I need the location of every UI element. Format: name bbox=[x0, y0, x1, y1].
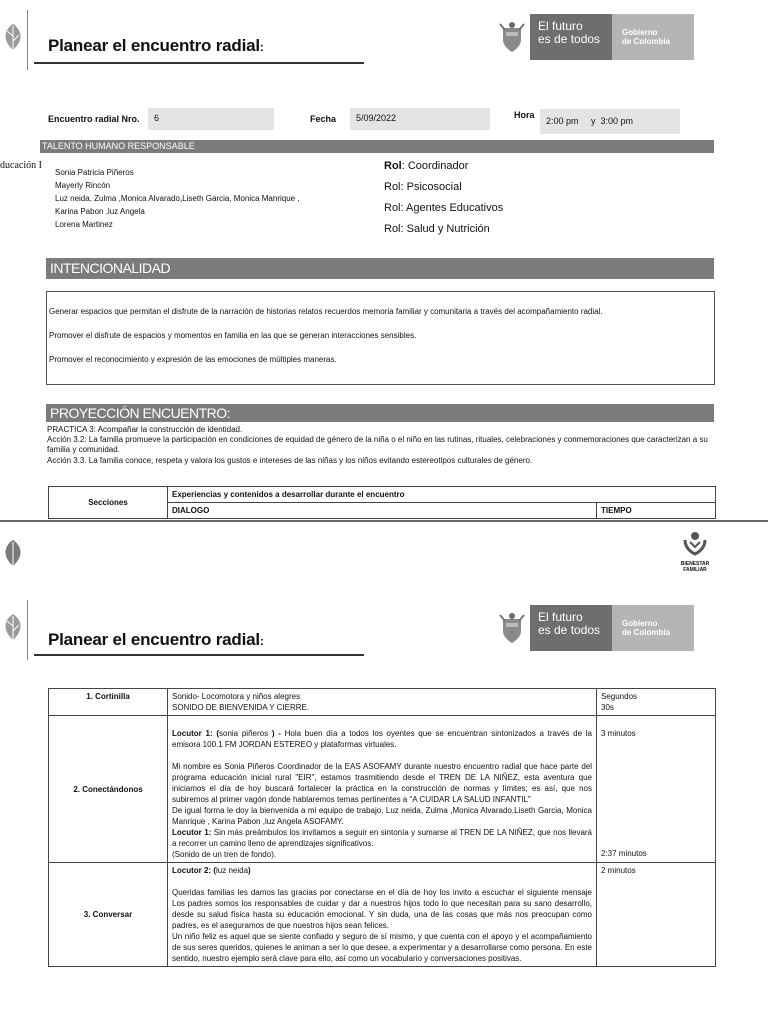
intencionalidad-bar: INTENCIONALIDAD bbox=[46, 258, 714, 279]
table-row bbox=[49, 716, 716, 863]
bienestar-icon bbox=[681, 530, 709, 556]
role-item: Rol: Coordinador bbox=[384, 160, 469, 172]
table-row bbox=[49, 863, 716, 967]
role-item: Rol: Agentes Educativos bbox=[384, 202, 504, 214]
coat-of-arms-icon bbox=[494, 605, 530, 651]
intencion-item: Promover el disfrute de espacios y momentos en familia en las que se generan interacciones sensibles. bbox=[49, 331, 417, 340]
sections-table-header bbox=[48, 486, 716, 519]
dialogo-header: DIALOGO bbox=[168, 503, 597, 519]
time-cell: Segundos 30s bbox=[597, 689, 716, 716]
header-divider bbox=[27, 600, 28, 660]
content-cell: Sonido- Locomotora y niños alegres SONIDO DE BIENVENIDA Y CIERRE. bbox=[168, 689, 597, 716]
bienestar-logo: BIENESTAR FAMILIAR bbox=[676, 530, 714, 573]
leaf-logo-icon bbox=[0, 612, 26, 642]
gov-banner bbox=[494, 14, 694, 60]
experiencias-header: Experiencias y contenidos a desarrollar durante el encuentro bbox=[168, 487, 716, 503]
encuentro-label: Encuentro radial Nro. bbox=[48, 114, 140, 124]
fecha-value: 5/09/2022 bbox=[350, 108, 490, 130]
title-underline bbox=[34, 654, 364, 656]
proyeccion-bar: PROYECCIÓN ENCUENTRO: bbox=[46, 404, 714, 422]
section-cell: 1. Cortinilla bbox=[49, 689, 168, 716]
section-cell: 3. Conversar bbox=[49, 863, 168, 967]
hora-value: 2:00 pm y 3:00 pm bbox=[540, 109, 680, 134]
encuentro-value: 6 bbox=[148, 108, 274, 130]
cut-label: ducación I bbox=[0, 160, 42, 171]
page-break bbox=[0, 520, 768, 522]
hora-label: Hora bbox=[514, 110, 535, 120]
intencion-item: Generar espacios que permitan el disfrute de la narración de historias relatos recuerdos memoria familiar y comunitaria a través del acompañamiento radial. bbox=[49, 307, 603, 316]
content-cell: Locutor 2: (luz neida) Queridas familias les damos las gracias por conectarse en el día de hoy los invito a escuchar el siguiente mensaje Los padres somos los responsables de cuidar y dar a nuestros hijos todo lo que necesitan para su sano desarrollo, desde su salud física hasta su educación emocional. Y sin duda, una de las cosas que más nos preocupan como padres, es el aseguramos de que nuestros hijos sean felices. Un niño feliz es aquel que se siente confiado y seguro de sí mismo, y que cuenta con el apoyo y el acompañamiento de sus seres queridos, quienes le animan a ser lo que desee, a experimentar y a desarrollarse como persona. En este sentido, nuestro ejemplo será clave para ello, así como un vocabulario y conversaciones positivas. bbox=[168, 863, 597, 967]
time-cell: 2 minutos bbox=[597, 863, 716, 967]
title-underline bbox=[34, 62, 364, 64]
table-row bbox=[49, 689, 716, 716]
role-item: Rol: Psicosocial bbox=[384, 181, 462, 193]
gobierno-box: Gobierno de Colombia bbox=[612, 605, 694, 651]
name-item: Karina Pabon ,luz Angela bbox=[55, 207, 145, 216]
time-cell: 3 minutos 2:37 minutos bbox=[597, 716, 716, 863]
proyeccion-text bbox=[47, 425, 717, 466]
section-cell: 2. Conectándonos bbox=[49, 716, 168, 863]
name-item: Lorena Martinez bbox=[55, 220, 113, 229]
tiempo-header: TIEMPO bbox=[597, 503, 716, 519]
proyeccion-line: Acción 3.2: La familia promueve la participación en condiciones de equidad de género de la niña o el niño en las rutinas, rituales, celebraciones y conmemoraciones que caracterizan a su familia y comunidad. bbox=[47, 435, 708, 454]
intencion-item: Promover el reconocimiento y expresión de las emociones de múltiples maneras. bbox=[49, 355, 337, 364]
talento-bar: TALENTO HUMANO RESPONSABLE bbox=[40, 140, 714, 153]
name-item: Mayerly Rincón bbox=[55, 181, 111, 190]
fecha-label: Fecha bbox=[310, 114, 337, 124]
proyeccion-line: Acción 3.3. La familia conoce, respeta y valora los gustos e intereses de las niñas y los niños evitando estereotipos culturales de género. bbox=[47, 456, 533, 465]
name-item: Sonia Patricia Piñeros bbox=[55, 168, 134, 177]
futuro-box: El futuro es de todos bbox=[530, 605, 612, 651]
leaf-footer-icon bbox=[0, 538, 26, 568]
coat-of-arms-icon bbox=[494, 14, 530, 60]
name-item: Luz neida, Zulma ,Monica Alvarado,Liseth Garcia, Monica Manrique , bbox=[55, 194, 300, 203]
intencionalidad-box bbox=[46, 291, 715, 385]
content-cell: Locutor 1: (sonia piñeros ) - Hola buen día a todos los oyentes que se encuentran sintonizados a través de la emisora 100.1 FM JORDAN ESTEREO y plataformas virtuales. Mi nombre es Sonia Piñeros Coordinador de la EAS ASOFAMY durante nuestro encuentro radial que hace parte del programa educación inicial rural "EIR", estamos trasmitiendo desde el TREN DE LA NIÑEZ, esta aventura que iniciamos el día de hoy buscará fortalecer la práctica en la construcción de normas y límites; es así, que nos subiremos al primer vagón donde hablaremos temas pertinentes a "A CUIDAR LA SALUD INFANTIL" De igual forma le doy la bienvenida a mi equipo de trabajo, Luz neida, Zulma ,Monica Alvarado,Liseth Garcia, Monica Manrique , Karina Pabon ,luz Angela ASOFAMY. Locutor 1: Sin más preámbulos los invitamos a seguir en sintonía y sumarse al TREN DE LA NIÑEZ, que nos llevará a recorrer un camino lleno de aprendizajes significativos. (Sonido de un tren de fondo). bbox=[168, 716, 597, 863]
gobierno-box: Gobierno de Colombia bbox=[612, 14, 694, 60]
gov-banner bbox=[494, 605, 694, 651]
dialog-table bbox=[48, 688, 716, 967]
proyeccion-line: PRACTICA 3: Acompañar la construcción de identidad. bbox=[47, 425, 243, 434]
page-title: Planear el encuentro radial: bbox=[48, 630, 264, 649]
leaf-logo-icon bbox=[0, 22, 26, 52]
talento-names bbox=[55, 166, 300, 231]
header-divider bbox=[27, 10, 28, 70]
futuro-box: El futuro es de todos bbox=[530, 14, 612, 60]
secciones-header: Secciones bbox=[49, 487, 168, 519]
role-item: Rol: Salud y Nutrición bbox=[384, 223, 490, 235]
roles-list bbox=[384, 156, 503, 240]
page-title: Planear el encuentro radial: bbox=[48, 36, 264, 55]
